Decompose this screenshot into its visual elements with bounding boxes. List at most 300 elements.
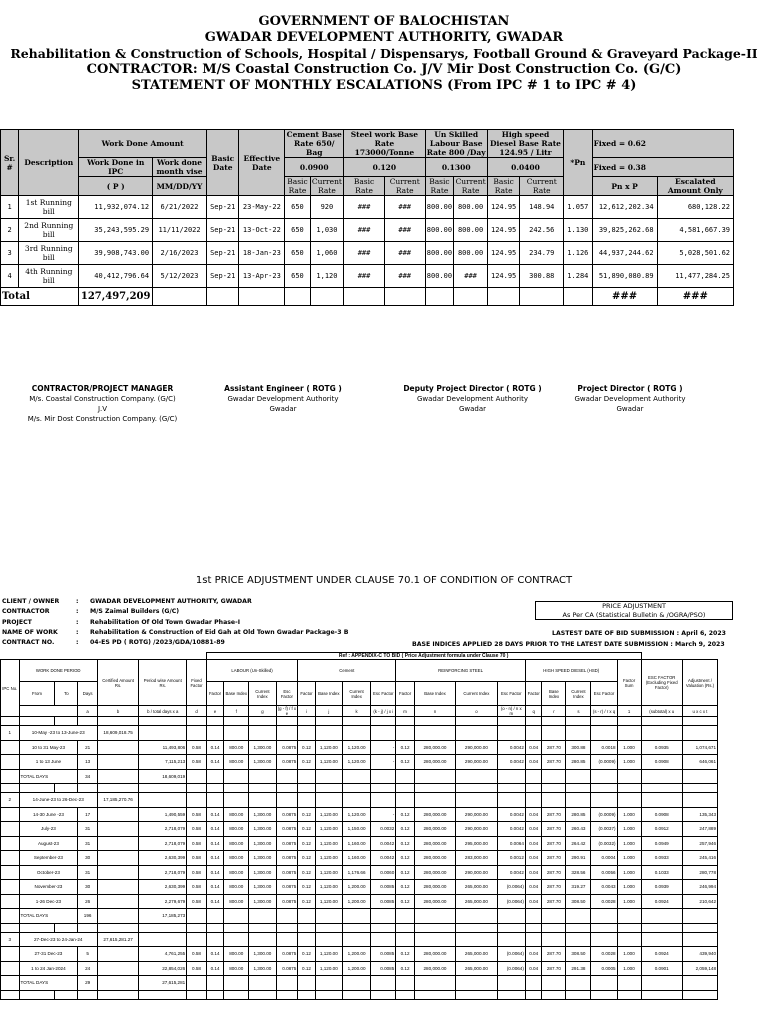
pa-cell-le: 0.0875 [276,865,298,880]
pa-total-days: 34 [78,769,98,784]
pa-cell-cc: 1,120.00 [342,755,370,770]
signature-line: J.V [97,405,108,413]
pa-cell-esc: 0.0935 [641,740,682,755]
pa-cell-cb: 1,120.00 [315,880,342,895]
pa-steel-esc-label: Esc Factor [497,682,525,706]
pa-cell-lc: 1,300.00 [249,961,276,976]
pa-cell-esc: 0.0939 [641,880,682,895]
pa-cell-dc: 308.50 [566,947,591,962]
pa-cement-base-label: Base Index [315,682,342,706]
pa-cell-lc: 1,300.00 [249,865,276,880]
pa-col-letter: e [206,706,223,717]
signature-line: Gwadar [616,405,644,413]
col-labour: Un Skilled Labour Base Rate 800 /Day [426,130,486,157]
esc-cell-desc: 2nd Running bill [19,219,79,242]
pa-col-letter: b / total days x a [139,706,187,717]
pa-group-row [1,932,718,947]
pa-cell-cf: 0.12 [298,865,315,880]
pa-cell-lb: 800.00 [224,865,249,880]
pa-cell-lb: 800.00 [224,947,249,962]
pa-cell-db: 287.70 [542,880,566,895]
pa-col-letter: (o - n) / n x m [497,706,525,717]
info-value: Rehabilitation & Construction of Eid Gah at Old Town Gwadar Package-3 B [90,628,349,636]
pa-cement-factor-label: Factor [298,682,315,706]
pa-ipc-no: 2 [1,793,20,808]
pa-cell-de: (0.0009) [591,807,617,822]
pa-cell-lc: 1,300.00 [249,740,276,755]
esc-cell-wd-month: 6/21/2022 [153,196,207,219]
base-indices: BASE INDICES APPLIED 28 DAYS PRIOR TO THE LATEST DATE SUBMISSION : March 9, 2023 [412,641,725,648]
pa-cell-sc: 290,000.00 [456,755,497,770]
pa-cell-cc: 1,200.00 [342,947,370,962]
pa-cell-lf: 0.14 [206,822,223,837]
pa-col-cement: Cement [298,660,396,682]
pa-cell-se: 0.0012 [497,851,525,866]
pa-cell-db: 287.70 [542,894,566,909]
pa-cell-de: (0.0032) [591,836,617,851]
pa-row-days: 21 [78,740,98,755]
pa-row-label: 1-26 Dec-23 [19,894,78,909]
pa-cell-cc: 1,200.00 [342,894,370,909]
esc-cell-wd-month: 11/11/2022 [153,219,207,242]
pa-row [1,947,718,962]
esc-cell-desc: 1st Running bill [19,196,79,219]
pa-cell-esc: 0.1033 [641,865,682,880]
pa-cell-se: 0.0042 [497,807,525,822]
signature-line: Gwadar [458,405,487,413]
pa-cell-cb: 1,120.00 [315,807,342,822]
pa-cell-le: 0.0875 [276,851,298,866]
pa-cell-ce: 0.0085 [371,947,396,962]
labour-basic-rate: Basic Rate [425,177,454,196]
pa-cell-ce: - [371,740,396,755]
esc-cell-sr: 3 [1,242,19,265]
esc-cell-eff: 13-Oct-22 [239,219,285,242]
pa-cell-le: 0.0875 [276,807,298,822]
pa-ipc-no: 1 [1,726,20,741]
col-wd-ipc: Work Done in IPC [79,158,153,177]
esc-cell-eff: 13-Apr-23 [239,265,285,288]
pa-cell-sf: 0.12 [396,947,415,962]
pa-cell-fx: 0.58 [187,851,207,866]
pa-row-amount: 2,630,399 [139,880,187,895]
esc-cell-pnp: 51,890,080.89 [592,265,657,288]
pa-cell-lf: 0.14 [206,894,223,909]
pa-cell-fx: 0.58 [187,961,207,976]
pa-cell-db: 287.70 [542,947,566,962]
steel-basic-rate: Basic Rate [344,177,385,196]
pa-cell-le: 0.0875 [276,947,298,962]
esc-cell-db: 124.95 [487,242,520,265]
pa-ipc-no: 3 [1,932,20,947]
pa-cell-db: 287.70 [542,807,566,822]
pa-cell-lb: 800.00 [224,961,249,976]
pa-col-letter: a [78,706,98,717]
pa-cell-ce: 0.0042 [371,851,396,866]
pa-cell-se: 0.0042 [497,822,525,837]
pa-cell-lb: 800.00 [224,894,249,909]
pa-cell-sb: 280,000.00 [414,961,455,976]
pa-cell-sc: 290,000.00 [456,822,497,837]
pa-cell-esc: 0.0908 [641,807,682,822]
pa-diesel-base-label: Base Index [542,682,566,706]
pa-cell-ce: 0.0085 [371,894,396,909]
pa-cell-adj: 135,343 [682,807,717,822]
pa-row-amount: 7,115,213 [139,755,187,770]
info-key: CONTRACTOR [2,608,50,616]
total-pnxp: ### [592,288,657,306]
pa-cell-df: 0.04 [525,894,542,909]
pa-cell-cc: 1,200.00 [342,880,370,895]
pa-cell-le: 0.0875 [276,755,298,770]
esc-cell-cc: 1,030 [310,219,344,242]
pa-labour-current-label: Current Index [249,682,276,706]
pa-cell-esc: 0.0924 [641,894,682,909]
total-work-done: 127,497,209 [79,288,153,306]
header-statement: STATEMENT OF MONTHLY ESCALATIONS (From IPC # 1 to IPC # 4) [131,78,637,93]
pa-cell-sum: 1.000 [617,822,641,837]
pa-cell-lb: 800.00 [224,822,249,837]
pa-cell-adj: 257,946 [682,836,717,851]
pa-col-letter: k [342,706,370,717]
pa-cell-esc: 0.0912 [641,822,682,837]
pa-certified: 18,609,018.75 [97,726,138,741]
pa-cell-cf: 0.12 [298,961,315,976]
pa-cell-sf: 0.12 [396,894,415,909]
pa-col-diesel: HIGH SPEED DIESEL (HSD) [525,660,617,682]
pa-cell-db: 287.70 [542,740,566,755]
info-key: PROJECT [2,618,32,626]
pa-cell-dc: 300.88 [566,740,591,755]
esc-cell-wd-ipc: 39,908,743.00 [79,242,153,265]
pa-cell-lc: 1,300.00 [249,755,276,770]
pa-row-label: July-23 [19,822,78,837]
pa-cell-sf: 0.12 [396,836,415,851]
pa-cell-sf: 0.12 [396,755,415,770]
pa-cell-fx: 0.58 [187,880,207,895]
pa-cell-sb: 280,000.00 [414,755,455,770]
pa-cell-sc: 290,000.00 [456,740,497,755]
pa-total-amount: 17,185,273 [139,909,187,924]
pa-total-amount: 27,615,281 [139,976,187,991]
pa-cell-le: 0.0875 [276,740,298,755]
pa-cell-sum: 1.000 [617,836,641,851]
pa-cell-sc: 283,000.00 [456,851,497,866]
pa-cell-sum: 1.000 [617,740,641,755]
esc-cell-lc: 800.00 [454,219,488,242]
pa-cell-se: (0.0064) [497,880,525,895]
pa-cell-fx: 0.58 [187,894,207,909]
document-header [0,14,768,94]
total-escalated: ### [657,288,733,306]
pa-cell-dc: 260.43 [566,822,591,837]
pa-cell-esc: 0.0908 [641,755,682,770]
header-government: GOVERNMENT OF BALOCHISTAN [258,14,510,29]
pa-row-label: November-23 [19,880,78,895]
pa-col-letter: (k - j) / j x i [371,706,396,717]
pa-cell-sb: 280,000.00 [414,836,455,851]
pa-cell-db: 287.70 [542,755,566,770]
escalation-row [1,219,734,242]
pa-box-title: PRICE ADJUSTMENT [602,602,666,610]
pa-cell-lc: 1,300.00 [249,894,276,909]
pa-row-label: 10 to 31 May-23 [19,740,78,755]
pa-col-letter: g [249,706,276,717]
pa-cell-esc: 0.0924 [641,947,682,962]
pa-cell-esc: 0.0901 [641,961,682,976]
pa-cell-fx: 0.58 [187,740,207,755]
pa-cell-adj: 439,940 [682,947,717,962]
pa-col-letter: j [315,706,342,717]
price-adjustment-table [0,652,718,1000]
pa-cell-db: 287.70 [542,961,566,976]
pa-row-days: 17 [78,807,98,822]
pa-cell-fx: 0.58 [187,807,207,822]
pa-cell-lb: 800.00 [224,755,249,770]
labour-current-rate: Current Rate [455,177,486,195]
pa-cell-cc: 1,150.00 [342,822,370,837]
col-escalated: Escalated Amount Only [657,177,733,196]
pa-cell-lb: 800.00 [224,836,249,851]
pa-row-amount: 2,718,079 [139,822,187,837]
pa-cell-adj: 280,778 [682,865,717,880]
pa-cell-dc: 264.42 [566,836,591,851]
pa-cell-lf: 0.14 [206,807,223,822]
pa-cell-lc: 1,300.00 [249,880,276,895]
pa-row [1,865,718,880]
pa-cell-le: 0.0875 [276,836,298,851]
pa-cell-le: 0.0875 [276,822,298,837]
pa-row-days: 30 [78,851,98,866]
esc-cell-basic: Sep-21 [206,196,239,219]
escalation-row [1,242,734,265]
pa-row-amount: 2,630,399 [139,851,187,866]
col-effective-date: Effective Date [239,130,285,196]
esc-cell-basic: Sep-21 [206,219,239,242]
col-description: Description [19,130,79,196]
pa-row [1,807,718,822]
esc-cell-pn: 1.130 [564,219,592,242]
header-project: Rehabilitation & Construction of Schools, Hospital / Dispensarys, Football Ground & Graveyard Package-II [10,46,758,61]
fixed-factor-1: Fixed = 0.62 [592,130,733,158]
pa-col-letter: d [187,706,207,717]
pa-cell-dc: 291.38 [566,961,591,976]
info-value: Rehabilitation Of Old Town Gwadar Phase-I [90,618,240,626]
signature-deputy-director [400,384,545,414]
signature-contractor [20,384,185,424]
pa-row-amount: 2,718,079 [139,836,187,851]
pa-col-letter: f [224,706,249,717]
cement-current-rate: Current Rate [311,177,342,195]
pa-cell-db: 287.70 [542,851,566,866]
pa-cell-sb: 280,000.00 [414,851,455,866]
pa-cell-se: (0.0064) [497,961,525,976]
esc-cell-sb: ### [344,219,385,242]
esc-cell-wd-ipc: 35,243,595.29 [79,219,153,242]
pa-cell-le: 0.0875 [276,880,298,895]
esc-cell-pnp: 12,612,202.34 [592,196,657,219]
fixed-factor-2: Fixed = 0.38 [592,158,733,177]
contract-info: CLIENT / OWNER : GWADAR DEVELOPMENT AUTHORITY, GWADAR CONTRACTOR : M/S Zaimal Builders (G/C) PROJECT : Rehabilitation Of Old Town Gwadar Phase-I NAME OF WORK : Rehabilitation & Construction of Eid Gah at Old Town Gwadar Package-3 B CONTRACT NO. : 04-ES PD ( ROTG) /2023/GDA/10881-89 [2,597,348,648]
pa-cell-sf: 0.12 [396,740,415,755]
pa-cell-se: 0.0042 [497,865,525,880]
pa-cell-cc: 1,120.00 [342,807,370,822]
pa-cell-sb: 280,000.00 [414,740,455,755]
esc-cell-sb: ### [344,265,385,288]
pa-diesel-factor-label: Factor [525,682,542,706]
pa-cement-esc-label: Esc Factor [371,682,396,706]
col-sr: Sr. # [1,130,19,196]
esc-cell-cc: 920 [310,196,344,219]
pa-cell-lc: 1,300.00 [249,807,276,822]
pa-cell-sf: 0.12 [396,851,415,866]
pa-cell-fx: 0.58 [187,947,207,962]
pa-cell-sb: 280,000.00 [414,880,455,895]
info-value: GWADAR DEVELOPMENT AUTHORITY, GWADAR [90,598,252,605]
pa-cell-df: 0.04 [525,961,542,976]
esc-cell-basic: Sep-21 [206,265,239,288]
pa-cell-df: 0.04 [525,740,542,755]
pa-row [1,755,718,770]
pa-cell-ce: - [371,755,396,770]
pa-cell-sum: 1.000 [617,865,641,880]
pa-steel-base-label: Base Index [414,682,455,706]
pa-cell-sc: 265,000.00 [456,961,497,976]
pa-col-letter: q [525,706,542,717]
pa-cell-lb: 800.00 [224,807,249,822]
pa-col-adjustment: Adjustment / Valuation (Rs.) [682,660,717,706]
pa-cell-cc: 1,160.00 [342,836,370,851]
esc-cell-esc: 11,477,284.25 [657,265,733,288]
pa-cell-de: (0.0037) [591,822,617,837]
esc-cell-pnp: 44,937,244.62 [592,242,657,265]
pa-cell-cc: 1,160.00 [342,851,370,866]
pa-cell-sf: 0.12 [396,865,415,880]
pa-certified: 27,615,281.27 [97,932,138,947]
esc-cell-lc: ### [454,265,488,288]
pa-cell-dc: 280.85 [566,755,591,770]
pa-cell-fx: 0.58 [187,755,207,770]
pa-cell-sf: 0.12 [396,880,415,895]
pa-row-label: 1 to 24 Jan-2024 [19,961,78,976]
pa-row-days: 30 [78,880,98,895]
pa-cell-cf: 0.12 [298,894,315,909]
pa-col-letter: r [542,706,566,717]
lastest-date: LASTEST DATE OF BID SUBMISSION : April 6, 2023 [552,630,726,637]
signature-project-director [565,384,695,414]
pa-cell-se: 0.0064 [497,836,525,851]
price-adjustment-box [535,601,733,620]
pa-box-subtitle: As Per CA (Statistical Bulletin & /OGRA/PSO) [562,610,706,619]
esc-cell-pnp: 39,825,262.68 [592,219,657,242]
pa-period: 14-June-23 to 26-Dec-23 [19,793,97,808]
pa-total-days: 196 [78,909,98,924]
pa-col-letter: o [456,706,497,717]
pa-cell-db: 287.70 [542,822,566,837]
pa-cell-cf: 0.12 [298,755,315,770]
esc-cell-dc: 234.79 [520,242,564,265]
pa-steel-current-label: Current Index [456,682,497,706]
cement-basic-rate: Basic Rate [285,177,310,196]
price-adjustment-title: 1st PRICE ADJUSTMENT UNDER CLAUSE 70.1 OF CONDITION OF CONTRACT [195,575,573,586]
pa-total-row [1,769,718,784]
pa-cell-adj: 246,994 [682,880,717,895]
pa-cell-cb: 1,120.00 [315,740,342,755]
pa-cell-adj: 646,061 [682,755,717,770]
pa-col-letter: s [566,706,591,717]
col-basic-date: Basic Date [206,130,239,196]
pa-cell-de: 0.0043 [591,880,617,895]
pa-cell-db: 287.70 [542,865,566,880]
esc-cell-wd-ipc: 40,412,796.64 [79,265,153,288]
pa-cell-se: 0.0042 [497,740,525,755]
pa-labour-factor-label: Factor [206,682,223,706]
pa-col-from: From [19,682,55,706]
esc-cell-pn: 1.057 [564,196,592,219]
pa-cell-dc: 290.91 [566,851,591,866]
info-key: CONTRACT NO. [2,639,55,647]
pa-cell-ce: 0.0060 [371,865,396,880]
pa-period: 27-Dec-23 to 24-Jan-24 [19,932,97,947]
pa-cell-sb: 280,000.00 [414,894,455,909]
pa-cell-lb: 800.00 [224,851,249,866]
pa-cell-esc: 0.0933 [641,851,682,866]
esc-cell-wd-ipc: 11,932,074.12 [79,196,153,219]
steel-current-rate: Current Rate [384,177,425,196]
pa-cell-sb: 280,000.00 [414,822,455,837]
esc-cell-desc: 4th Running bill [19,265,79,288]
pa-col-fixed: Fixed Factor [187,660,207,706]
pa-cell-sc: 295,000.00 [456,836,497,851]
pa-col-period-wise: Period wise Amount Rs. [139,660,187,706]
signature-title: Deputy Project Director ( ROTG ) [403,384,542,393]
pa-cell-de: 0.0004 [591,851,617,866]
esc-cell-lc: 800.00 [454,242,488,265]
pa-cell-cf: 0.12 [298,851,315,866]
esc-cell-sr: 2 [1,219,19,242]
pa-cell-cf: 0.12 [298,947,315,962]
pa-cell-se: (0.0064) [497,947,525,962]
pa-cell-sum: 1.000 [617,880,641,895]
escalation-row [1,196,734,219]
pa-row-amount: 22,854,026 [139,961,187,976]
info-value: M/S Zaimal Builders (G/C) [90,608,180,616]
pa-cell-sb: 280,000.00 [414,865,455,880]
pa-cell-df: 0.04 [525,822,542,837]
pa-cell-sum: 1.000 [617,947,641,962]
pa-row [1,894,718,909]
pa-cell-cb: 1,120.00 [315,961,342,976]
pa-cell-dc: 328.56 [566,865,591,880]
pa-cell-de: 0.0005 [591,961,617,976]
esc-cell-db: 124.95 [487,265,520,288]
esc-cell-dc: 148.94 [520,196,564,219]
pa-row-label: October-23 [19,865,78,880]
pa-total-label: TOTAL DAYS [19,909,78,924]
pa-cell-lc: 1,300.00 [249,851,276,866]
esc-cell-esc: 4,581,667.39 [657,219,733,242]
pa-cell-de: 0.0028 [591,947,617,962]
pa-cell-ce: 0.0085 [371,961,396,976]
pa-cell-fx: 0.58 [187,836,207,851]
pa-cell-sf: 0.12 [396,807,415,822]
pa-cell-ce: 0.0042 [371,836,396,851]
pa-cell-sb: 280,000.00 [414,807,455,822]
pa-cell-adj: 210,642 [682,894,717,909]
esc-cell-wd-month: 2/16/2023 [153,242,207,265]
pa-cell-adj: 1,074,671 [682,740,717,755]
pa-cell-cb: 1,120.00 [315,947,342,962]
